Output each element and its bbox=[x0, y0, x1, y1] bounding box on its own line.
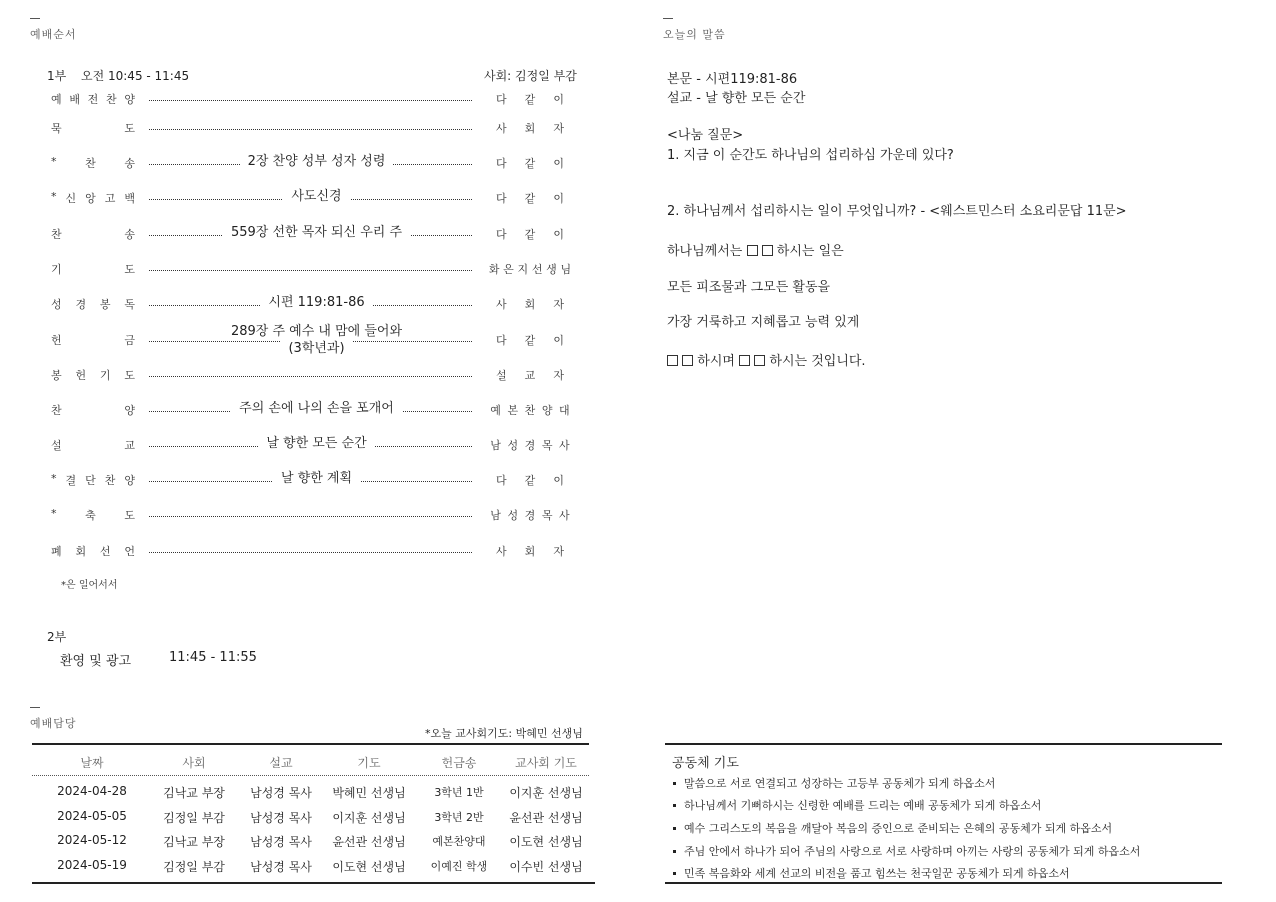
order-item-name-char: 신 bbox=[65, 192, 77, 205]
order-item-leader-char: 본 bbox=[507, 404, 519, 417]
order-item-title: 2장 찬양 성부 성자 성령 bbox=[240, 154, 394, 169]
order-item-name-char: 배 bbox=[69, 93, 80, 106]
order-item-leader-char: 이 bbox=[553, 157, 564, 170]
order-item-name-char: * bbox=[51, 472, 57, 485]
section-dash bbox=[30, 18, 40, 19]
order-item-leader-char: 은 bbox=[503, 263, 514, 276]
sermon-title: 설교 - 날 향한 모든 순간 bbox=[667, 91, 806, 106]
table-cell: 2024-05-05 bbox=[57, 809, 127, 823]
order-item-name-char: 찬 bbox=[85, 157, 96, 170]
table-cell: 이지훈 선생님 bbox=[332, 811, 406, 825]
order-row bbox=[51, 190, 573, 220]
order-item-title-wrap bbox=[149, 294, 484, 311]
table-cell: 남성경 목사 bbox=[250, 811, 312, 825]
order-item-title: 주의 손에 나의 손을 포개어 bbox=[231, 401, 402, 416]
dotted-leader bbox=[149, 516, 472, 517]
order-item-name-char: 도 bbox=[124, 509, 135, 522]
table-cell: 2024-04-28 bbox=[57, 784, 127, 798]
order-item-name bbox=[51, 226, 135, 242]
blank-box-icon bbox=[682, 355, 693, 366]
prayer-item bbox=[673, 820, 1112, 836]
answer-line-4 bbox=[667, 350, 866, 369]
table-cell: 남성경 목사 bbox=[250, 860, 312, 874]
table-header-cell: 설교 bbox=[269, 756, 293, 770]
order-item-leader-char: 회 bbox=[524, 298, 536, 311]
order-item-name-char: 도 bbox=[124, 122, 135, 135]
order-row bbox=[51, 261, 573, 291]
table-cell: 윤선관 선생님 bbox=[332, 835, 406, 849]
order-item-title: 날 향한 모든 순간 bbox=[258, 436, 374, 451]
order-item-leader-char: 사 bbox=[559, 439, 570, 452]
order-item-name-char: 찬 bbox=[51, 228, 62, 241]
prayer-item bbox=[673, 843, 1140, 859]
order-item-title: 289장 주 예수 내 맘에 들어와 bbox=[223, 324, 410, 339]
section-dash bbox=[663, 18, 673, 19]
order-item-leader-char: 자 bbox=[553, 369, 564, 382]
prayer-bottom-rule bbox=[665, 882, 1222, 884]
order-item-title-wrap bbox=[149, 224, 484, 241]
order-item-name bbox=[51, 402, 135, 418]
order-item-leader-char: 같 bbox=[524, 334, 536, 347]
order-item-leader-char: 같 bbox=[524, 228, 536, 241]
order-item-name bbox=[51, 437, 135, 453]
order-item-name-char: 양 bbox=[124, 474, 135, 487]
order-item-name-char: * bbox=[51, 190, 57, 203]
answer-line-3: 가장 거룩하고 지혜롭고 능력 있게 bbox=[667, 315, 860, 330]
order-item-name-char: 결 bbox=[65, 474, 77, 487]
order-item-leader-char: 경 bbox=[524, 509, 536, 522]
order-item-title-wrap bbox=[149, 435, 484, 452]
order-item-leader-char: 찬 bbox=[524, 404, 536, 417]
table-top-rule bbox=[32, 743, 589, 745]
order-item-leader-char: 설 bbox=[496, 369, 507, 382]
table-cell: 이예진 학생 bbox=[430, 860, 488, 873]
order-item-name-char: 송 bbox=[124, 228, 135, 241]
standing-note: *은 일어서서 bbox=[61, 580, 118, 591]
order-item-name-char: 성 bbox=[51, 298, 62, 311]
order-row bbox=[51, 296, 573, 326]
table-cell: 김낙교 부장 bbox=[163, 835, 225, 849]
blank-box-icon bbox=[747, 245, 758, 256]
order-item-name-char: 경 bbox=[75, 298, 87, 311]
order-item-name-char: 폐 bbox=[51, 545, 62, 558]
discussion-label: <나눔 질문> bbox=[667, 128, 744, 143]
order-item-leader-char: 사 bbox=[559, 509, 570, 522]
order-item-name-char: 헌 bbox=[75, 369, 87, 382]
order-item-name-char: 봉 bbox=[51, 369, 62, 382]
question-2: 2. 하나님께서 섭리하시는 일이 무엇입니까? - <웨스트민스터 소요리문답 11문> bbox=[667, 204, 1127, 219]
order-item-name-char: * bbox=[51, 507, 57, 520]
table-cell: 이수빈 선생님 bbox=[509, 860, 583, 874]
order-item-leader-char: 사 bbox=[496, 545, 507, 558]
table-header-cell: 헌금송 bbox=[441, 756, 477, 770]
sermon-section-title: 오늘의 말씀 bbox=[663, 28, 726, 41]
order-item-name-char: 전 bbox=[87, 93, 99, 106]
order-item-name-char: 백 bbox=[124, 192, 135, 205]
order-row bbox=[51, 91, 573, 121]
order-item-name-char: 기 bbox=[99, 369, 111, 382]
teacher-prayer-note: *오늘 교사회기도: 박혜민 선생님 bbox=[425, 727, 583, 740]
order-item-leader-char: 사 bbox=[496, 298, 507, 311]
table-cell: 2024-05-19 bbox=[57, 858, 127, 872]
order-item-leader bbox=[487, 402, 573, 418]
order-item-leader-char: 화 bbox=[488, 263, 500, 276]
part1-host: 사회: 김정일 부감 bbox=[484, 69, 577, 83]
table-cell: 3학년 2반 bbox=[434, 811, 484, 824]
order-item-name bbox=[51, 507, 135, 523]
answer-4-middle: 하시며 bbox=[697, 354, 735, 369]
dotted-leader bbox=[149, 129, 472, 130]
order-item-name-char: 기 bbox=[51, 263, 62, 276]
table-cell: 3학년 1반 bbox=[434, 786, 484, 799]
order-item-name-char: 양 bbox=[124, 93, 135, 106]
bullet-icon bbox=[673, 804, 676, 807]
answer-line-1 bbox=[667, 240, 844, 259]
table-header-rule bbox=[32, 775, 589, 776]
order-item-name-char: 도 bbox=[124, 369, 135, 382]
order-item-leader-char: 양 bbox=[541, 404, 553, 417]
part1-time: 오전 10:45 - 11:45 bbox=[81, 69, 190, 83]
bullet-icon bbox=[673, 872, 676, 875]
order-item-leader bbox=[487, 120, 573, 136]
order-item-name-char: 찬 bbox=[51, 404, 62, 417]
prayer-item bbox=[673, 775, 995, 791]
table-cell: 박혜민 선생님 bbox=[332, 786, 406, 800]
order-item-leader bbox=[487, 190, 573, 206]
part2-label: 2부 bbox=[47, 630, 67, 644]
order-item-leader-char: 예 bbox=[490, 404, 501, 417]
order-item-name-char: 교 bbox=[124, 439, 135, 452]
order-item-name-char: 설 bbox=[51, 439, 62, 452]
order-item-name bbox=[51, 367, 135, 383]
table-header-cell: 기도 bbox=[357, 756, 381, 770]
table-cell: 2024-05-12 bbox=[57, 833, 127, 847]
part2-time: 11:45 - 11:55 bbox=[169, 650, 257, 665]
order-item-leader-char: 회 bbox=[524, 122, 536, 135]
order-row bbox=[51, 543, 573, 573]
table-cell: 김낙교 부장 bbox=[163, 786, 225, 800]
prayer-item-text: 주님 안에서 하나가 되어 주님의 사랑으로 서로 사랑하며 아끼는 사랑의 공동체가 되게 하옵소서 bbox=[684, 845, 1141, 858]
order-item-leader-char: 지 bbox=[517, 263, 529, 276]
order-item-leader-char: 다 bbox=[496, 93, 507, 106]
order-item-leader-char: 님 bbox=[560, 263, 572, 276]
order-item-name-char: 회 bbox=[75, 545, 87, 558]
order-row bbox=[51, 367, 573, 397]
order-row bbox=[51, 507, 573, 537]
order-item-title-line2: (3학년과) bbox=[280, 341, 352, 356]
order-item-leader bbox=[487, 226, 573, 242]
order-item-leader bbox=[487, 155, 573, 171]
order-item-title-wrap bbox=[149, 188, 484, 205]
order-item-leader-char: 이 bbox=[553, 93, 564, 106]
order-item-leader-char: 자 bbox=[553, 122, 564, 135]
prayer-title: 공동체 기도 bbox=[672, 756, 739, 771]
table-cell: 김정일 부감 bbox=[163, 860, 225, 874]
duty-section-title: 예배담당 bbox=[30, 717, 77, 730]
order-item-name-char: 양 bbox=[124, 404, 135, 417]
answer-line-2: 모든 피조물과 그모든 활동을 bbox=[667, 280, 831, 295]
prayer-item-text: 예수 그리스도의 복음을 깨달아 복음의 증인으로 준비되는 은혜의 공동체가 되게 하옵소서 bbox=[684, 822, 1113, 835]
order-item-name bbox=[51, 261, 135, 277]
table-header-cell: 사회 bbox=[182, 756, 206, 770]
order-item-leader-char: 남 bbox=[490, 509, 501, 522]
order-item-leader-char: 경 bbox=[524, 439, 536, 452]
order-item-name-char: 찬 bbox=[104, 474, 116, 487]
order-item-leader-char: 성 bbox=[507, 509, 519, 522]
order-item-leader-char: 이 bbox=[553, 334, 564, 347]
order-item-title: 559장 선한 목자 되신 우리 주 bbox=[223, 225, 410, 240]
order-item-name-char: 송 bbox=[124, 157, 135, 170]
order-item-name-char: 도 bbox=[124, 263, 135, 276]
order-item-leader-char: 다 bbox=[496, 228, 507, 241]
order-item-name bbox=[51, 190, 135, 206]
order-item-title: 시편 119:81-86 bbox=[260, 295, 372, 310]
table-cell: 남성경 목사 bbox=[250, 835, 312, 849]
order-row bbox=[51, 226, 573, 256]
order-item-leader-char: 다 bbox=[496, 192, 507, 205]
prayer-item bbox=[673, 865, 1070, 881]
table-cell: 남성경 목사 bbox=[250, 786, 312, 800]
order-row bbox=[51, 324, 573, 362]
order-item-name bbox=[51, 472, 135, 488]
order-item-name bbox=[51, 332, 135, 348]
order-item-leader-char: 이 bbox=[553, 474, 564, 487]
table-header-cell: 교사회 기도 bbox=[515, 756, 577, 770]
order-item-leader bbox=[487, 296, 573, 312]
scripture-text: 본문 - 시편119:81-86 bbox=[667, 72, 798, 87]
order-item-leader-char: 목 bbox=[541, 509, 553, 522]
order-item-leader-char: 회 bbox=[524, 545, 536, 558]
blank-box-icon bbox=[762, 245, 773, 256]
dotted-leader bbox=[149, 100, 472, 101]
order-item-leader bbox=[487, 91, 573, 107]
table-bottom-rule bbox=[32, 882, 595, 884]
table-cell: 이지훈 선생님 bbox=[509, 786, 583, 800]
order-item-leader-char: 자 bbox=[553, 298, 564, 311]
order-item-title-wrap bbox=[149, 470, 484, 487]
order-item-leader-char: 생 bbox=[546, 263, 557, 276]
order-item-name bbox=[51, 543, 135, 559]
order-item-name-char: 단 bbox=[85, 474, 96, 487]
table-cell: 김정일 부감 bbox=[163, 811, 225, 825]
order-item-leader-char: 다 bbox=[496, 334, 507, 347]
order-item-name-char: 고 bbox=[104, 192, 116, 205]
order-item-leader-char: 대 bbox=[559, 404, 570, 417]
table-cell: 이도현 선생님 bbox=[509, 835, 583, 849]
order-item-title-wrap bbox=[149, 323, 484, 357]
order-item-leader-char: 사 bbox=[496, 122, 507, 135]
order-item-title-wrap bbox=[149, 153, 484, 170]
bullet-icon bbox=[673, 850, 676, 853]
order-item-name-char: 축 bbox=[85, 509, 96, 522]
order-item-leader-char: 교 bbox=[524, 369, 536, 382]
order-item-leader-char: 이 bbox=[553, 192, 564, 205]
table-cell: 예본찬양대 bbox=[432, 835, 486, 848]
part2-item: 환영 및 광고 bbox=[60, 654, 132, 669]
order-item-name-char: 금 bbox=[124, 334, 135, 347]
blank-box-icon bbox=[667, 355, 678, 366]
order-section-title: 예배순서 bbox=[30, 28, 77, 41]
order-item-name-char: 찬 bbox=[105, 93, 117, 106]
order-item-name-char: 선 bbox=[99, 545, 111, 558]
table-cell: 윤선관 선생님 bbox=[509, 811, 583, 825]
order-item-name-char: 묵 bbox=[51, 122, 62, 135]
order-item-name bbox=[51, 120, 135, 136]
prayer-top-rule bbox=[665, 743, 1222, 745]
order-item-leader-char: 이 bbox=[553, 228, 564, 241]
order-item-leader bbox=[487, 261, 573, 277]
order-item-leader bbox=[487, 367, 573, 383]
order-item-name-char: 언 bbox=[124, 545, 135, 558]
part1-label: 1부 bbox=[47, 69, 67, 83]
order-item-name-char: * bbox=[51, 155, 57, 168]
bullet-icon bbox=[673, 827, 676, 830]
order-item-leader-char: 같 bbox=[524, 192, 536, 205]
order-item-leader-char: 다 bbox=[496, 157, 507, 170]
order-row bbox=[51, 437, 573, 467]
order-item-leader-char: 남 bbox=[490, 439, 501, 452]
answer-1-suffix: 하시는 일은 bbox=[776, 244, 844, 259]
prayer-item bbox=[673, 797, 1041, 813]
order-item-name bbox=[51, 91, 135, 107]
order-item-leader bbox=[487, 543, 573, 559]
order-item-leader-char: 같 bbox=[524, 157, 536, 170]
answer-4-suffix: 하시는 것입니다. bbox=[769, 354, 866, 369]
order-item-name-char: 예 bbox=[51, 93, 62, 106]
answer-1-prefix: 하나님께서는 bbox=[667, 244, 743, 259]
order-item-name bbox=[51, 296, 135, 312]
blank-box-icon bbox=[754, 355, 765, 366]
order-item-title: 날 향한 계획 bbox=[273, 471, 360, 486]
order-item-leader-char: 다 bbox=[496, 474, 507, 487]
dotted-leader bbox=[149, 376, 472, 377]
order-item-name-char: 헌 bbox=[51, 334, 62, 347]
order-item-leader-char: 선 bbox=[531, 263, 543, 276]
order-item-leader-char: 같 bbox=[524, 93, 536, 106]
order-item-leader-char: 같 bbox=[524, 474, 536, 487]
order-item-leader bbox=[487, 507, 573, 523]
order-item-name bbox=[51, 155, 135, 171]
prayer-item-text: 하나님께서 기뻐하시는 신령한 예배를 드리는 예배 공동체가 되게 하옵소서 bbox=[684, 799, 1042, 812]
order-item-leader bbox=[487, 437, 573, 453]
bullet-icon bbox=[673, 782, 676, 785]
question-1: 1. 지금 이 순간도 하나님의 섭리하심 가운데 있다? bbox=[667, 148, 954, 163]
order-item-leader-char: 자 bbox=[553, 545, 564, 558]
order-item-name-char: 봉 bbox=[99, 298, 111, 311]
dotted-leader bbox=[149, 270, 472, 271]
blank-box-icon bbox=[739, 355, 750, 366]
dotted-leader bbox=[149, 552, 472, 553]
order-row bbox=[51, 402, 573, 432]
order-row bbox=[51, 472, 573, 502]
order-row bbox=[51, 120, 573, 150]
table-cell: 이도현 선생님 bbox=[332, 860, 406, 874]
order-item-leader-char: 성 bbox=[507, 439, 519, 452]
order-item-name-char: 독 bbox=[124, 298, 135, 311]
section-dash bbox=[30, 707, 40, 708]
order-row bbox=[51, 155, 573, 185]
order-item-title-wrap bbox=[149, 400, 484, 417]
order-item-leader-char: 목 bbox=[541, 439, 553, 452]
order-item-leader bbox=[487, 332, 573, 348]
table-header-cell: 날짜 bbox=[80, 756, 104, 770]
prayer-item-text: 민족 복음화와 세계 선교의 비전을 품고 힘쓰는 천국일꾼 공동체가 되게 하옵소서 bbox=[684, 867, 1070, 880]
order-item-leader bbox=[487, 472, 573, 488]
prayer-item-text: 말씀으로 서로 연결되고 성장하는 고등부 공동체가 되게 하옵소서 bbox=[684, 777, 996, 790]
order-item-name-char: 앙 bbox=[85, 192, 96, 205]
order-item-title: 사도신경 bbox=[283, 189, 349, 204]
